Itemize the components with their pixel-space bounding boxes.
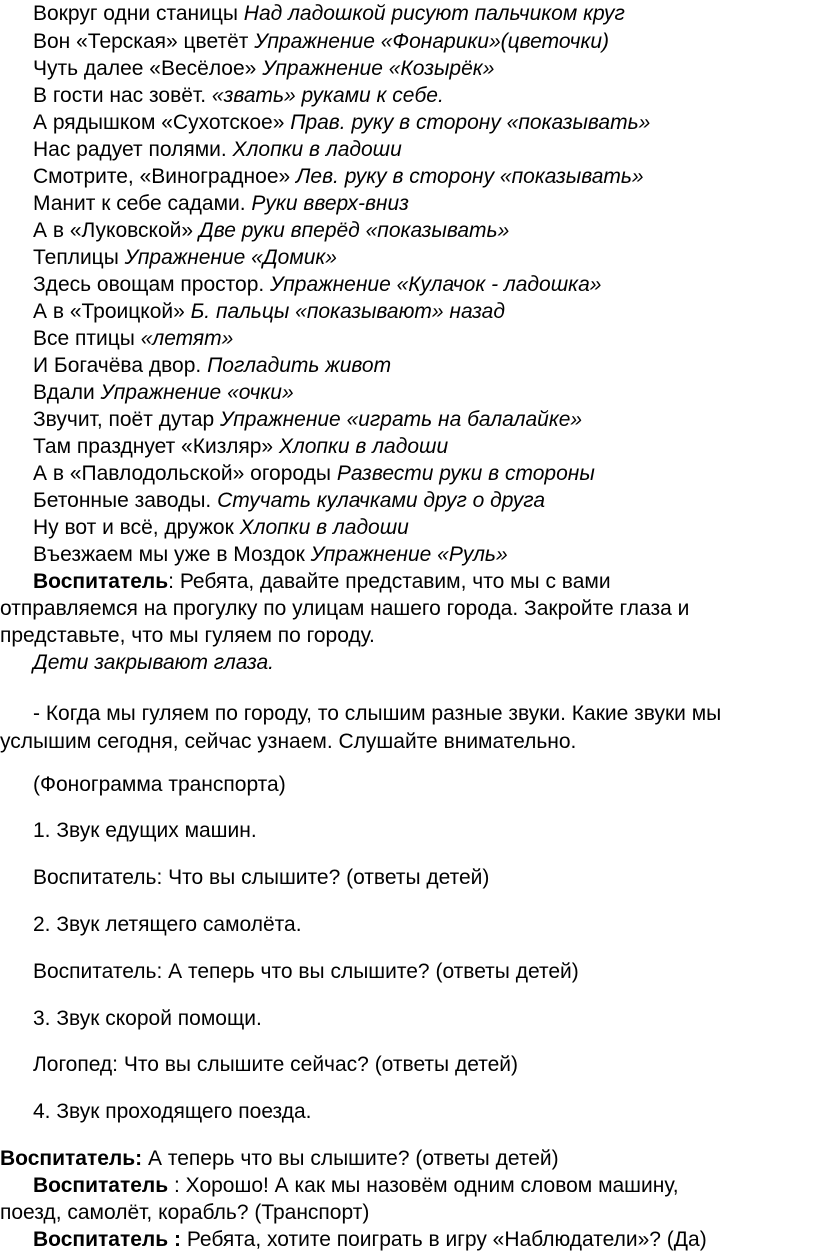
poem-line [33, 298, 505, 325]
poem-text: Вокруг одни станицы [33, 2, 244, 25]
sound-line: 3. Звук скорой помощи. [33, 1007, 262, 1030]
poem-line [33, 379, 294, 406]
poem-text: Там празднует «Кизляр» [33, 435, 279, 458]
poem-line [33, 460, 595, 487]
dialogue-line [0, 1145, 559, 1172]
poem-action-note: Упражнение «играть на балалайке» [220, 408, 583, 431]
sound-line: Воспитатель: А теперь что вы слышите? (ответы детей) [33, 960, 579, 983]
poem-text: А в «Луковской» [33, 219, 199, 242]
paragraph-line: представьте, что мы гуляем по городу. [0, 624, 375, 647]
poem-text: Бетонные заводы. [33, 489, 218, 512]
sound-line: Воспитатель: Что вы слышите? (ответы детей) [33, 866, 490, 889]
poem-action-note: Б. пальцы «показывают» назад [190, 300, 505, 323]
speaker-label: Воспитатель: [0, 1147, 143, 1170]
paragraph-line: услышим сегодня, сейчас узнаем. Слушайте внимательно. [0, 730, 577, 753]
poem-line [33, 433, 448, 460]
poem-text: Нас радует полями. [33, 138, 233, 161]
dialogue-text: А теперь что вы слышите? (ответы детей) [142, 1147, 559, 1170]
poem-text: Вон «Терская» цветёт [33, 30, 255, 53]
poem-action-note: Упражнение «Домик» [124, 246, 337, 269]
poem-line [33, 136, 402, 163]
poem-line [33, 352, 391, 379]
speaker-label: Воспитатель [33, 1174, 169, 1197]
poem-text: Все птицы [33, 327, 141, 350]
poem-line [33, 325, 233, 352]
poem-text: А в «Троицкой» [33, 300, 191, 323]
poem-text: Въезжаем мы уже в Моздок [33, 543, 311, 566]
poem-text: А в «Павлодольской» огороды [33, 462, 337, 485]
sound-line: 2. Звук летящего самолёта. [33, 913, 302, 936]
poem-line [33, 244, 337, 271]
poem-action-note: Упражнение «Фонарики»(цветочки) [254, 30, 610, 53]
poem-line [33, 406, 582, 433]
poem-text: Звучит, поёт дутар [33, 408, 221, 431]
paragraph-line: - Когда мы гуляем по городу, то слышим разные звуки. Какие звуки мы [33, 702, 722, 725]
poem-action-note: Руки вверх-вниз [251, 192, 409, 215]
poem-line [33, 82, 444, 109]
paragraph-line: отправляемся на прогулку по улицам нашего города. Закройте глаза и [0, 597, 690, 620]
poem-text: Смотрите, «Виноградное» [33, 165, 297, 188]
poem-action-note: Развести руки в стороны [336, 462, 595, 485]
stage-direction: Дети закрывают глаза. [33, 651, 275, 674]
poem-action-note: Лев. руку в сторону «показывать» [296, 165, 644, 188]
poem-text: И Богачёва двор. [33, 354, 208, 377]
poem-action-note: «летят» [140, 327, 234, 350]
poem-line [33, 271, 601, 298]
poem-text: Теплицы [33, 246, 125, 269]
sound-line: Логопед: Что вы слышите сейчас? (ответы детей) [33, 1053, 518, 1076]
sound-line: 1. Звук едущих машин. [33, 819, 257, 842]
poem-action-note: Хлопки в ладоши [278, 435, 449, 458]
poem-line [33, 514, 409, 541]
poem-line [33, 163, 644, 190]
poem-action-note: Две руки вперёд «показывать» [198, 219, 510, 242]
poem-text: Вдали [33, 381, 101, 404]
poem-text: Здесь овощам простор. [33, 273, 271, 296]
poem-line [33, 55, 494, 82]
poem-action-note: Упражнение «очки» [100, 381, 294, 404]
poem-action-note: Погладить живот [207, 354, 392, 377]
dialogue-text: : Хорошо! А как мы назовём одним словом машину, [168, 1174, 679, 1197]
poem-line [33, 28, 609, 55]
poem-action-note: Над ладошкой рисуют пальчиком круг [243, 2, 625, 25]
dialogue-text: Ребята, хотите поиграть в игру «Наблюдатели»? (Да) [181, 1228, 707, 1251]
poem-text: А рядышком «Сухотское» [33, 111, 291, 134]
poem-action-note: Хлопки в ладоши [239, 516, 409, 539]
poem-action-note: Прав. руку в сторону «показывать» [290, 111, 651, 134]
sound-line: (Фонограмма транспорта) [33, 773, 286, 796]
poem-line [33, 217, 509, 244]
poem-action-note: Стучать кулачками друг о друга [217, 489, 546, 512]
poem-line [33, 109, 650, 136]
poem-line [33, 541, 508, 568]
dialogue-line: поезд, самолёт, корабль? (Транспорт) [0, 1201, 370, 1224]
speaker-label: Воспитатель : [33, 1228, 181, 1251]
poem-text: Манит к себе садами. [33, 192, 252, 215]
dialogue-line [33, 1226, 707, 1253]
poem-line [33, 487, 545, 514]
poem-action-note: Упражнение «Козырёк» [262, 57, 495, 80]
paragraph-line [33, 568, 611, 595]
dialogue-line [33, 1172, 679, 1199]
paragraph-text: : Ребята, давайте представим, что мы с вами [168, 570, 611, 593]
poem-action-note: Упражнение «Кулачок - ладошка» [270, 273, 602, 296]
poem-action-note: Упражнение «Руль» [310, 543, 508, 566]
poem-action-note: «звать» руками к себе. [211, 84, 444, 107]
poem-line [33, 190, 409, 217]
poem-text: Ну вот и всё, дружок [33, 516, 240, 539]
sound-line: 4. Звук проходящего поезда. [33, 1100, 312, 1123]
poem-text: Чуть далее «Весёлое» [33, 57, 263, 80]
speaker-label: Воспитатель [33, 570, 169, 593]
poem-line [33, 0, 625, 27]
poem-action-note: Хлопки в ладоши [232, 138, 402, 161]
poem-text: В гости нас зовёт. [33, 84, 212, 107]
